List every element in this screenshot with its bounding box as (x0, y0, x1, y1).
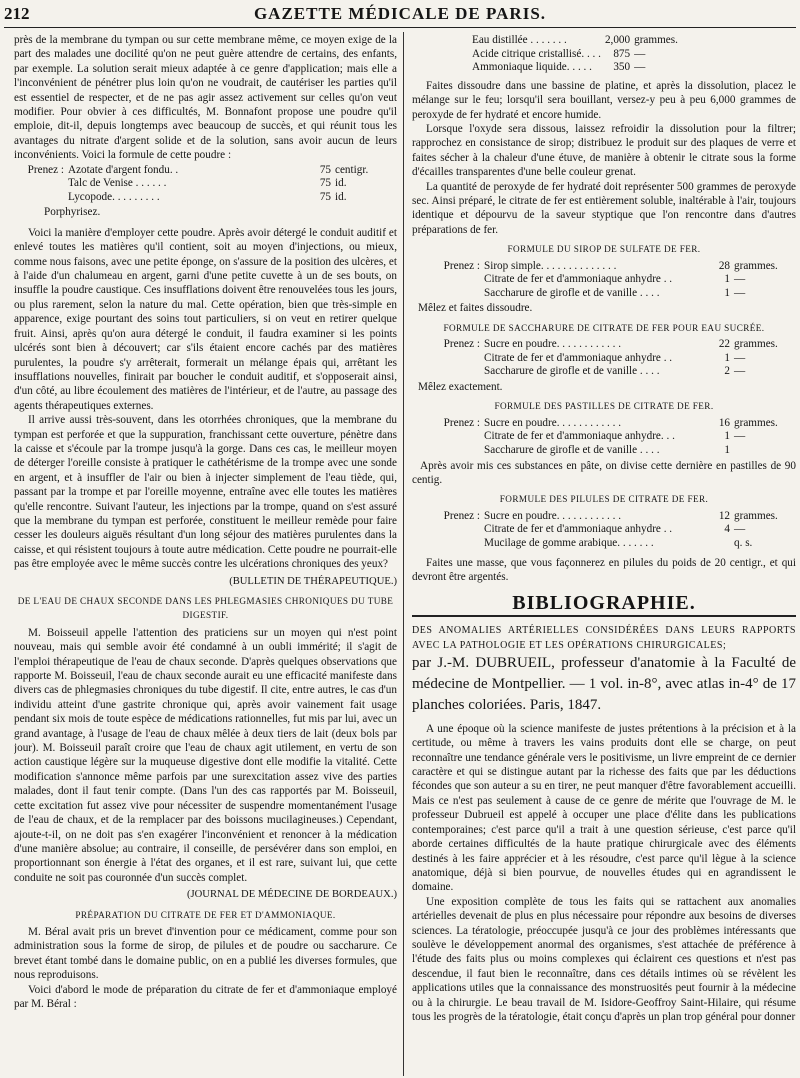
formula-qty: 12 (718, 509, 730, 522)
paragraph: Voici la manière d'employer cette poudre. Après avoir détergé le conduit auditif et enlevé toutes les matières qu'il contient, soit au moyen d'injections, ou mieux, comme nous faisons, avec une petite éponge, on s'assure de la position des ulcères, et à l'aide d'un chalumeau en argent, garni d'une petite cuvette à un de ses bouts, on insuffle la poudre caustique. Ces insufflations doivent être renouvelées tous les jours, ou plus rarement, selon la nature du mal. Cette opération, bien que très-simple en apparence, exige pourtant des soins tout particuliers, si on veut en retirer quelque fruit. Ainsi, après qu'on aura détergé le conduit, il faudra examiner si les points ulcérés sont bien à découvert; car s'ils étaient encore cachés par des matières purulentes, la poudre s'y arrêterait, formerait un mélange épais qui, arrêtant les insufflations nouvelles, finirait par boucher le conduit auditif, et s'opposerait ainsi, d'un côté, au libre écoulement des matières de l'intérieur, et de l'autre, au passage des agents thérapeutiques externes. (14, 226, 397, 412)
paragraph: près de la membrane du tympan ou sur cette membrane même, ce moyen exige de la part des malades une docilité qu'on ne peut guère attendre de certains, des enfants, par exemple. La solution serait mieux adaptée à ce genre d'application; mais elle a l'inconvénient de pénétrer plus loin qu'on ne voudrait, de cautériser les parties qu'il est essentiel de respecter, et de ne pas agir assez activement sur celles qu'on veut modifier. Pour obvier à ces difficultés, M. Bonnafont propose une poudre qu'il emploie, dit-il, depuis longtemps avec beaucoup de succès, et qui réunit tous les avantages du nitrate d'argent solide et de la solution, sans avoir aucun de leurs inconvénients. Voici la formule de cette poudre : (14, 34, 397, 162)
formula-ingredient: Mucilage de gomme arabique. . . . . . . (484, 537, 654, 550)
formula-ingredient: Sucre en poudre. . . . . . . . . . . . (484, 416, 622, 429)
formula-row (412, 444, 796, 458)
formula-ingredient: Acide citrique cristallisé. . . . (472, 47, 601, 60)
formula-title: FORMULE DU SIROP DE SULFATE DE FER. (507, 244, 701, 255)
header-rule (4, 27, 796, 28)
formula-qty (715, 537, 734, 551)
column-divider (403, 32, 404, 1076)
formula-ingredient: Citrate de fer et d'ammoniaque anhydre. . . (484, 430, 675, 443)
formula-qty: 75 (319, 190, 331, 203)
formula-unit: centigr. (335, 163, 369, 176)
formula-ingredient: Saccharure de girofle et de vanille . . . . (484, 286, 660, 299)
paragraph: M. Boisseuil appelle l'attention des praticiens sur un moyen qui n'est point nouveau, mais qui semble avoir été condamné à un oubli immérité; il s'agit de l'emploi thérapeutique de l'eau de chaux seconde. D'après quelques observations que rapporte M. Boisseuil, l'eau de chaux seconde aurait eu une efficacité manifeste dans divers cas de phlegmasies chroniques du tube digestif. Il cite, entre autres, le cas d'un individu atteint d'une gastrite chronique qui, après avoir vainement fait usage pendant six mois de toute espèce de médications rationnelles, fut mis par lui, avec un grand avantage, à l'usage de l'eau de chaux mêlée à deux tiers de lait (deux bols par jour). M. Boisseuil paraît croire que l'eau de chaux agit utilement, en vertu de son action caustique légère sur la muqueuse digestive dont elle modifie la vitalité. Cette modification s'annonce même parfois par une surexcitation assez vive des parties malades, dont il faut tenir compte. (Dans l'un des cas rapportés par M. Boisseuil, cette excitation fut assez vive pour nécessiter de suspendre momentanément l'usage de l'eau de chaux, et de la remplacer par des boissons mucilagineuses.) Cependant, ajoute-t-il, on ne doit pas s'en exagérer l'inconvénient et renoncer à la médication d'une manière absolue; au contraire, il conseille, de persévérer dans son emploi, en proportionnant son énergie à l'état des organes, et il est rare, suivant lui, que cette conduite ne soit pas couronnée d'un succès complet. (14, 626, 397, 884)
bibliography-title: BIBLIOGRAPHIE. (512, 592, 696, 615)
paragraph: A une époque où la science manifeste de justes prétentions à la précision et à la certitude, ou même à travers les vains produits dont elle se charge, on peut reconnaître une tendance générale vers le positivisme, un livre empreint de ce dernier caractère et qui se distingue autant par la richesse des faits que par les déductions fécondes que son auteur a su en tirer, ne peut manquer d'être favorablement accueilli. Mais ce n'est pas seulement à cause de ce genre de mérite que l'ouvrage de M. le professeur Dubrueil est appelé à occuper une place d'élite dans les publications contemporaines; c'est parce qu'il a trait à une question sérieuse, c'est parce qu'il aborde certaines difficultés de la haute pratique chirurgicale avec des éléments destinés à les faire apprécier et à les résoudre, c'est parce qu'il lègue à la science anatomique, déjà si bien pourvue, de nouvelles études qui en agrandissent le domaine. (412, 722, 796, 894)
sirop-formula (412, 260, 796, 301)
formula-qty: 1 (724, 273, 730, 286)
formula-instruction: Mêlez et faites dissoudre. (418, 302, 533, 315)
formula-unit: — (734, 273, 746, 286)
formula-qty: 16 (718, 416, 730, 429)
paragraph: Il arrive aussi très-souvent, dans les otorrhées chroniques, que la membrane du tympan est perforée et que la suppuration, franchissant cette ouverture, pénètre dans la caisse et s'écoule par la trompe jusqu'à la gorge. Dans ces cas, le meilleur moyen de déterger l'oreille consiste à pratiquer le cathétérisme de la trompe avec une sonde en argent, et à insuffler de l'air ou bien à injecter simplement de l'eau tiède, qui, passant par la trompe et par l'oreille moyenne, entraîne avec elle toutes les matières qu'elle rencontre. Suivant l'auteur, les injections par la trompe, quand on s'est assuré que la membrane du tympan est perforée, constituent le meilleur remède pour faire cesser les douleurs aiguës résultant d'un long séjour des matières purulentes dans la caisse, et qui résistent toujours à toute autre médication. Cette poudre ne pourrait-elle pas être employée avec le même succès contre les ulcérations chroniques des yeux? (14, 414, 397, 571)
formula-row (472, 34, 696, 48)
formula-unit: — (634, 61, 646, 74)
formula-prefix: Prenez : (27, 163, 64, 176)
formula-row (412, 352, 796, 366)
formula-unit: grammes. (734, 416, 778, 429)
formula-qty: 22 (718, 338, 730, 351)
bibliography-rule (412, 615, 796, 617)
source-citation: (BULLETIN DE THÉRAPEUTIQUE.) (229, 575, 397, 587)
formula-row (412, 417, 796, 431)
formula-ingredient: Citrate de fer et d'ammoniaque anhydre . . (484, 273, 673, 286)
formula-unit: id. (335, 190, 347, 203)
saccharure-formula (412, 338, 796, 379)
pilules-formula (412, 510, 796, 551)
formula-instruction: Porphyrisez. (44, 206, 101, 219)
formula-instruction: Mêlez exactement. (418, 381, 503, 394)
formula-row (412, 273, 796, 287)
paragraph: Une exposition complète de tous les faits qui se rattachent aux anomalies artérielles devenait de plus en plus nécessaire pour répondre aux besoins de diverses sciences. La tératologie, préoccupée jusqu'à ce jour des problèmes intéressants que soulève le développement anormal des organismes, s'est attachée de préférence à l'étude des faits plus ou moins complexes qui éclairent ces questions et n'est pas descendue, il faut bien le reconnaître, dans ces détails intimes où se révèlent les applications utiles que la connaissance des monstruosités peut fournir à la médecine ou à la chirurgie. Le beau travail de M. Isidore-Geoffroy Saint-Hilaire, qui résume tous les progrès de la tératologie, était conçu d'après un plan trop général pour donner (412, 895, 796, 1023)
formula-row (412, 260, 796, 274)
formula-row (14, 191, 397, 205)
paragraph: La quantité de peroxyde de fer hydraté doit représenter 500 grammes de peroxyde sec. Ainsi préparé, le citrate de fer est entièrement soluble, inaltérable à l'air, toujours identique et dépourvu de la saveur styptique que l'on rencontre dans d'autres préparations de fer. (412, 180, 796, 236)
paragraph: Voici d'abord le mode de préparation du citrate de fer et d'ammoniaque employé par M. Béral : (14, 983, 397, 1010)
formula-unit: grammes. (734, 509, 778, 522)
formula-qty: 1 (724, 351, 730, 364)
formula-qty: 875 (613, 47, 631, 60)
section-title: DE L'EAU DE CHAUX SECONDE DANS LES PHLEGMASIES CHRONIQUES DU TUBE DIGESTIF. (17, 596, 394, 621)
paragraph: Lorsque l'oxyde sera dissous, laissez refroidir la dissolution pour la filtrer; rapprochez en consistance de sirop; distribuez le produit sur des plaques de verre et faites sécher à la chaleur d'une étuve, de manière à obtenir le citrate sous la forme d'écailles transparentes d'une belle couleur grenat. (412, 123, 796, 179)
formula-row (412, 537, 796, 551)
right-column (412, 33, 796, 1075)
citrate-base-formula (472, 34, 696, 75)
formula-ingredient: Sucre en poudre. . . . . . . . . . . . (484, 509, 622, 522)
formula-row (412, 430, 796, 444)
paragraph: M. Béral avait pris un brevet d'invention pour ce médicament, comme pour son administration sous la forme de sirop, de pilules et de poudre ou saccharure. Ce brevet étant tombé dans le domaine public, on en a publié les diverses formules, que nous reproduisons. (14, 925, 397, 982)
formula-ingredient: Sirop simple. . . . . . . . . . . . . . (484, 259, 617, 272)
formula-qty: 2,000 (604, 34, 631, 46)
formula-qty: 1 (724, 444, 730, 457)
formula-title: FORMULE DE SACCHARURE DE CITRATE DE FER POUR EAU SUCRÉE. (443, 322, 765, 333)
formula-qty: 28 (718, 259, 730, 272)
formula-unit: grammes. (634, 34, 678, 46)
source-citation: (JOURNAL DE MÉDECINE DE BORDEAUX.) (187, 889, 397, 901)
formula-prefix: Prenez : (443, 338, 480, 351)
formula-row (412, 510, 796, 524)
formula-unit: grammes. (734, 338, 778, 351)
formula-title: FORMULE DES PASTILLES DE CITRATE DE FER. (494, 401, 714, 412)
formula-ingredient: Citrate de fer et d'ammoniaque anhydre . . (484, 351, 673, 364)
page-header (0, 0, 800, 28)
formula-ingredient: Saccharure de girofle et de vanille . . . . (484, 365, 660, 378)
formula-qty: 75 (319, 163, 331, 176)
formula-ingredient: Talc de Venise . . . . . . (68, 177, 167, 190)
formula-unit: id. (335, 177, 347, 190)
formula-prefix: Prenez : (443, 259, 480, 272)
formula-unit: — (734, 365, 746, 378)
review-heading-caps: DES ANOMALIES ARTÉRIELLES CONSIDÉRÉES DANS LEURS RAPPORTS AVEC LA PATHOLOGIE ET LES OPÉRATIONS CHIRURGICALES; (412, 624, 796, 651)
formula-prefix: Prenez : (443, 509, 480, 522)
formula-row (472, 61, 696, 75)
formula-row (412, 338, 796, 352)
powder-formula (14, 164, 397, 205)
formula-ingredient: Eau distillée . . . . . . . (472, 34, 567, 46)
formula-unit: — (734, 351, 746, 364)
formula-ingredient: Azotate d'argent fondu. . (68, 163, 179, 176)
formula-title: FORMULE DES PILULES DE CITRATE DE FER. (499, 494, 709, 505)
formula-unit: — (634, 47, 646, 60)
formula-prefix: Prenez : (443, 416, 480, 429)
formula-unit: — (734, 286, 746, 299)
left-column (14, 33, 397, 1075)
formula-unit: — (734, 523, 746, 536)
formula-ingredient: Saccharure de girofle et de vanille . . . . (484, 444, 660, 457)
formula-qty: 4 (724, 523, 730, 536)
formula-unit: — (734, 430, 746, 443)
formula-row (14, 164, 397, 178)
formula-ingredient: Sucre en poudre. . . . . . . . . . . . (484, 338, 622, 351)
formula-instruction: Après avoir mis ces substances en pâte, on divise cette dernière en pastilles de 90 centig. (412, 459, 796, 487)
formula-row (14, 177, 397, 191)
paragraph: Faites dissoudre dans une bassine de platine, et après la dissolution, placez le mélange sur le feu; lorsqu'il sera bouillant, versez-y peu à peu 6,000 grammes de peroxyde de fer hydraté et encore humide. (412, 79, 796, 121)
formula-ingredient: Lycopode. . . . . . . . . (68, 190, 160, 203)
formula-row (412, 365, 796, 379)
formula-qty: 1 (724, 430, 730, 443)
formula-row (472, 48, 696, 62)
formula-unit: q. s. (734, 537, 753, 550)
formula-qty: 2 (724, 365, 730, 378)
formula-qty: 350 (613, 61, 631, 74)
paragraph: Faites une masse, que vous façonnerez en pilules du poids de 20 centigr., et qui devront être argentés. (412, 556, 796, 584)
journal-title: GAZETTE MÉDICALE DE PARIS. (253, 4, 547, 23)
formula-row (412, 523, 796, 537)
section-title: PRÉPARATION DU CITRATE DE FER ET D'AMMONIAQUE. (75, 909, 336, 920)
formula-ingredient: Citrate de fer et d'ammoniaque anhydre . . (484, 523, 673, 536)
formula-qty: 1 (724, 286, 730, 299)
formula-qty: 75 (319, 177, 331, 190)
formula-ingredient: Ammoniaque liquide. . . . . (472, 61, 592, 74)
formula-unit: grammes. (734, 259, 778, 272)
page-number: 212 (4, 4, 30, 23)
formula-unit (734, 444, 796, 458)
formula-row (412, 287, 796, 301)
pastilles-formula (412, 417, 796, 458)
review-heading-details: par J.-M. DUBRUEIL, professeur d'anatomie à la Faculté de médecine de Montpellier. — 1 vol. in-8°, avec atlas in-4° de 17 planches coloriées. Paris, 1847. (412, 654, 796, 713)
